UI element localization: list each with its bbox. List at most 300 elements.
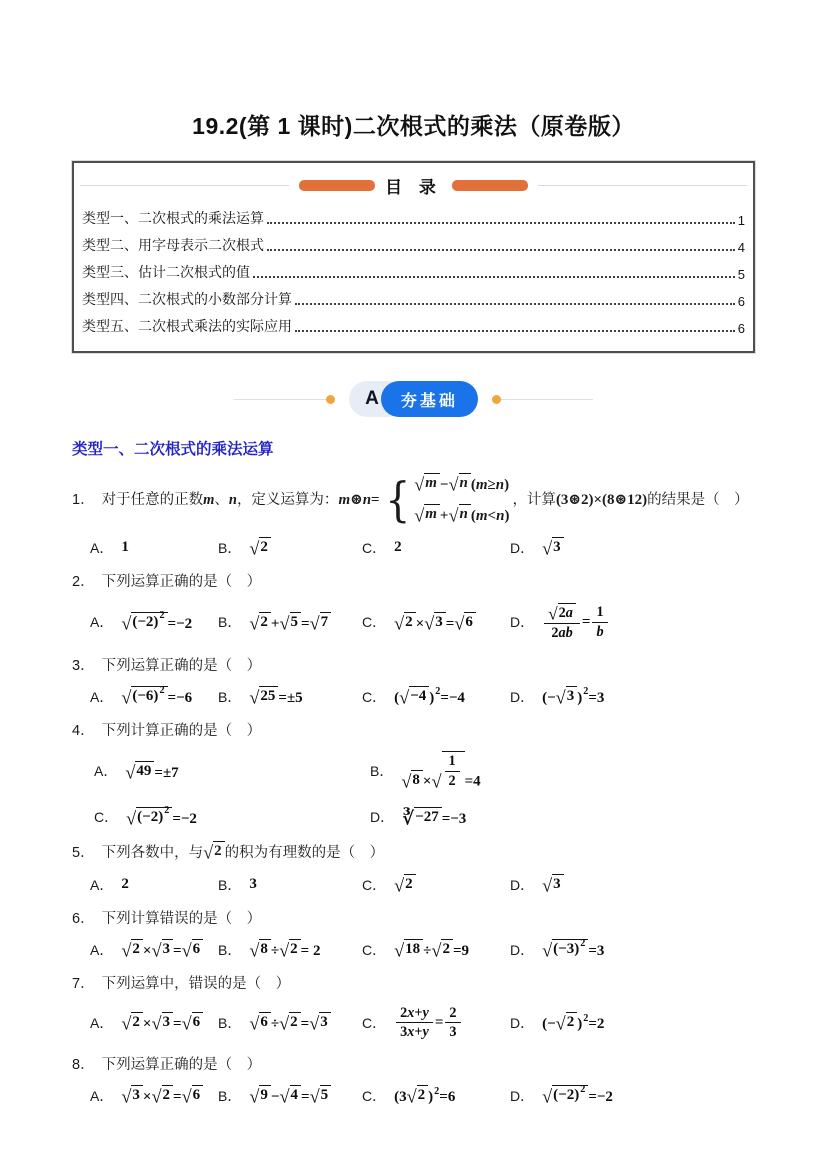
sqrt-expression <box>151 1085 173 1107</box>
sqrt-expression <box>542 537 564 559</box>
radicand <box>459 473 471 492</box>
radical-sign: √ <box>249 613 260 634</box>
math-variable: n <box>362 492 372 509</box>
piecewise-cases <box>383 473 510 528</box>
radicand: 25 <box>259 686 278 705</box>
radicand: 2 <box>566 1012 578 1031</box>
toc-item[interactable] <box>80 204 747 231</box>
radical-sign: √ <box>401 771 412 792</box>
badge-line-left <box>234 399 326 400</box>
options-row <box>72 751 755 827</box>
option-C[interactable] <box>94 807 370 828</box>
sqrt-expression <box>414 473 440 495</box>
sqrt-expression <box>448 473 470 495</box>
cases-rows <box>414 473 509 528</box>
option-C[interactable] <box>362 603 510 642</box>
option-expression: √ 49 =±7 <box>125 762 179 783</box>
questions <box>72 473 755 1106</box>
option-label: C． <box>362 688 387 705</box>
radical-sign: √ <box>126 808 137 829</box>
question-1 <box>72 473 755 558</box>
badge-dot-left <box>326 395 335 404</box>
radicand: 5 <box>290 612 302 631</box>
options-row <box>72 874 755 895</box>
radical-sign: √ <box>121 1086 132 1107</box>
sqrt-expression <box>181 939 204 961</box>
option-label: B． <box>218 876 242 893</box>
toc-item-label: 类型一、二次根式的乘法运算 <box>82 209 264 226</box>
question-number: 2． <box>72 574 95 591</box>
exponent: 2 <box>434 1085 440 1097</box>
radical-sign: √ <box>249 538 260 559</box>
radical-sign: √ <box>309 1086 320 1107</box>
option-expression: (− √ 2 )$^2$=2 <box>542 1012 605 1034</box>
math-variable: m <box>425 506 437 523</box>
option-expression <box>249 537 271 558</box>
option-A[interactable] <box>90 537 218 558</box>
denominator: 2 <box>448 772 456 789</box>
option-C[interactable] <box>362 874 510 895</box>
option-label: D． <box>510 941 535 958</box>
section-heading: 类型一、二次根式的乘法运算 <box>72 441 274 458</box>
option-A[interactable] <box>90 1005 218 1041</box>
option-label: B． <box>218 614 242 631</box>
denominator: 3x+y <box>400 1024 429 1041</box>
badge-line-right <box>501 399 593 400</box>
toc-header-rule-right <box>538 185 747 186</box>
option-D[interactable] <box>510 939 755 960</box>
options-row <box>72 939 755 960</box>
radicand: 3 <box>162 1012 174 1031</box>
radicand: 2 <box>162 1085 174 1104</box>
radical-sign: √ <box>309 613 320 634</box>
radical-sign: √ <box>181 1013 192 1034</box>
options-row <box>72 537 755 558</box>
sqrt-expression <box>542 1083 588 1107</box>
option-D[interactable] <box>510 603 755 642</box>
option-D[interactable] <box>510 1085 755 1106</box>
sqrt-expression <box>309 1085 332 1107</box>
badge-label: 夯基础 <box>381 381 478 417</box>
radicand: 2 <box>259 612 271 631</box>
radical-sign: √ <box>203 842 214 863</box>
radical-sign: √ <box>249 940 260 961</box>
numerator: 2 <box>445 1005 460 1023</box>
toc-list <box>80 204 747 339</box>
radicand: 2 <box>289 939 301 958</box>
option-label: B． <box>218 1014 242 1031</box>
option-label: A． <box>90 876 114 893</box>
radicand: 18 <box>404 939 423 958</box>
radicand: 8 <box>411 770 423 789</box>
option-C[interactable] <box>362 1085 510 1106</box>
radical-sign: √ <box>279 940 290 961</box>
toc-item[interactable] <box>80 312 747 339</box>
radical-sign: √ <box>424 613 435 634</box>
sqrt-expression <box>394 874 416 896</box>
question-number: 4． <box>72 722 95 739</box>
numerator: 2x+y <box>396 1005 433 1023</box>
radical-sign: √ <box>555 687 566 708</box>
math-run: m⊛n= { √ m − √ n (m≥n) √ m + √ n (m<n) <box>338 472 510 527</box>
option-expression: √ $(-3)^2$ =3 <box>542 937 605 961</box>
toc-dotted-leader <box>295 303 735 305</box>
math-run: (3⊛2)×(8⊛12) <box>555 492 648 509</box>
toc-item[interactable] <box>80 258 747 285</box>
toc-header <box>80 173 747 198</box>
question-stem-text: 下列各数中，与 √ 2 的积为有理数的是（ ） <box>101 842 385 863</box>
sqrt-expression <box>126 805 172 829</box>
math-variable: m <box>475 476 488 493</box>
option-label: A． <box>90 688 114 705</box>
question-stem-text: 下列运算中，错误的是（ ） <box>101 976 291 993</box>
exponent: 2 <box>159 684 165 696</box>
question-6 <box>72 908 755 960</box>
sqrt-expression <box>431 751 464 792</box>
sqrt-expression <box>424 612 446 634</box>
math-variable: ab <box>558 625 573 642</box>
denominator <box>592 623 607 640</box>
option-B[interactable] <box>218 603 362 642</box>
option-expression <box>394 874 416 895</box>
option-label: C． <box>362 1087 387 1104</box>
question-number: 6． <box>72 911 95 928</box>
exponent: 2 <box>580 1083 586 1095</box>
option-label: B． <box>218 688 242 705</box>
toc-header-rule-left <box>80 185 289 186</box>
radicand <box>459 504 471 523</box>
math-variable: x <box>407 1024 415 1041</box>
option-label: D． <box>510 614 535 631</box>
question-stem-text: 对于任意的正数m、n，定义运算为：m⊛n= { √ m − √ n (m≥n) √ m + √ n (m<n) ，计算(3⊛2)×(8⊛12)的结果是（ ） <box>101 472 749 527</box>
option-label: C． <box>94 809 119 826</box>
option-expression: √ 18 ÷ √ 2 =9 <box>394 940 470 961</box>
toc-item-label: 类型二、用字母表示二次根式 <box>82 236 264 253</box>
sqrt-expression <box>394 612 416 634</box>
option-B[interactable] <box>218 1005 362 1041</box>
math-variable: y <box>422 1024 429 1041</box>
radicand <box>424 473 440 492</box>
radicand: 3 <box>162 939 174 958</box>
section-badge-row <box>72 381 755 417</box>
option-A[interactable] <box>90 603 218 642</box>
question-7 <box>72 973 755 1040</box>
question-5 <box>72 841 755 895</box>
option-label: D． <box>370 809 395 826</box>
sqrt-expression <box>399 686 429 708</box>
sqrt-expression <box>249 537 271 559</box>
option-B[interactable] <box>218 686 362 707</box>
question-stem-text: 下列运算正确的是（ ） <box>101 1056 262 1073</box>
radicand: −4 <box>409 686 429 705</box>
option-expression: √ 8 × √ $\frac{1}{2}$ =4 <box>401 753 481 792</box>
cbrt-expression <box>402 807 442 829</box>
option-label: A． <box>94 763 118 780</box>
question-number: 3． <box>72 657 95 674</box>
option-B[interactable] <box>218 874 362 895</box>
option-label: C． <box>362 1014 387 1031</box>
toc-dotted-leader <box>253 276 735 278</box>
numerator: 1 <box>592 604 607 622</box>
question-stem <box>72 720 755 742</box>
option-expression: √ $(-2)^2$ =−2 <box>542 1083 613 1107</box>
toc-item-label: 类型三、估计二次根式的值 <box>82 263 250 280</box>
option-B[interactable] <box>218 1085 362 1106</box>
sqrt-expression <box>401 770 423 792</box>
option-expression: √ 2 × √ 3 = √ 6 <box>121 939 203 960</box>
option-expression: 2 <box>394 539 402 556</box>
option-A[interactable] <box>90 939 218 960</box>
option-expression: 1 <box>121 539 129 556</box>
radicand: 6 <box>192 1012 204 1031</box>
option-label: C． <box>362 876 387 893</box>
option-expression: 2 <box>121 876 129 893</box>
question-stem-text: 下列计算正确的是（ ） <box>101 722 262 739</box>
radical-sign: √ <box>394 613 405 634</box>
radicand: 6 <box>259 1012 271 1031</box>
option-label: A． <box>90 614 114 631</box>
toc-dotted-leader <box>295 330 735 332</box>
question-4 <box>72 720 755 828</box>
option-expression: 3 <box>249 876 257 893</box>
option-expression: √ 2 + √ 5 = √ 7 <box>249 612 331 633</box>
math-variable: m <box>203 492 215 509</box>
options-row <box>72 603 755 642</box>
sqrt-expression <box>249 939 271 961</box>
option-expression: (3 √ 2 )$^2$=6 <box>394 1085 456 1107</box>
options-row <box>72 686 755 707</box>
option-label: C． <box>362 941 387 958</box>
radical-sign: √ <box>454 613 465 634</box>
sqrt-expression <box>431 939 453 961</box>
option-B[interactable] <box>218 939 362 960</box>
option-expression: $\frac{2x+y}{3x+y}$ = $\frac{2}{3}$ <box>394 1005 462 1041</box>
radicand: 2 <box>404 874 416 893</box>
fraction <box>592 604 607 640</box>
toc-item-label: 类型五、二次根式乘法的实际应用 <box>82 317 292 334</box>
math-run <box>203 842 225 863</box>
radicand: 3 <box>552 874 564 893</box>
sqrt-expression <box>394 939 423 961</box>
option-label: B． <box>218 941 242 958</box>
radical-sign: √ <box>279 613 290 634</box>
radicand: $(-2)^2$ <box>552 1085 588 1104</box>
radical-sign: √ <box>555 1013 566 1034</box>
radical-sign: √ <box>448 474 459 495</box>
option-D[interactable] <box>510 537 755 558</box>
option-expression: √ 2 × √ 3 = √ 6 <box>121 1012 203 1033</box>
radicand: $(-2)^2$ <box>136 807 172 826</box>
radicand: 7 <box>320 612 332 631</box>
section-badge <box>349 381 478 417</box>
toc-page-number: 5 <box>737 266 745 282</box>
exponent: 2 <box>583 686 589 698</box>
radicand: 2 <box>131 1012 143 1031</box>
radical-sign: √ <box>542 940 553 961</box>
table-of-contents <box>72 161 755 353</box>
exponent: 2 <box>164 805 170 817</box>
toc-item[interactable] <box>80 285 747 312</box>
sqrt-expression <box>249 1012 271 1034</box>
numerator: 1 <box>445 753 460 771</box>
radicand: 5 <box>320 1085 332 1104</box>
exponent: 2 <box>159 610 165 622</box>
toc-item[interactable] <box>80 231 747 258</box>
option-A[interactable] <box>90 874 218 895</box>
toc-page-number: 6 <box>737 293 745 309</box>
radical-sign: √ <box>399 687 410 708</box>
options-row <box>72 1085 755 1106</box>
radical-sign: √ <box>542 1086 553 1107</box>
sqrt-expression <box>279 1085 301 1107</box>
option-label: A． <box>90 1087 114 1104</box>
cases-row: √ m + √ n (m<n) <box>414 505 510 526</box>
option-label: B． <box>218 1087 242 1104</box>
cases-row: √ m − √ n (m≥n) <box>414 474 510 495</box>
radicand <box>442 751 465 789</box>
option-B[interactable] <box>218 537 362 558</box>
radical-sign: √ <box>125 762 136 783</box>
option-expression: √ 25 =±5 <box>249 687 303 708</box>
toc-header-bar-right <box>452 180 528 191</box>
radicand: 6 <box>192 939 204 958</box>
radical-sign: √ <box>151 1086 162 1107</box>
question-8 <box>72 1054 755 1106</box>
radicand: $(-3)^2$ <box>552 939 588 958</box>
sqrt-expression <box>542 874 564 896</box>
question-stem <box>72 571 755 593</box>
option-A[interactable] <box>90 1085 218 1106</box>
radicand: 2 <box>131 939 143 958</box>
option-label: C． <box>362 539 387 556</box>
sqrt-expression <box>249 612 271 634</box>
option-expression <box>542 874 564 895</box>
toc-item-label: 类型四、二次根式的小数部分计算 <box>82 290 292 307</box>
option-label: B． <box>218 539 242 556</box>
option-A[interactable] <box>94 751 370 790</box>
radical-sign: √ <box>448 505 459 526</box>
question-3 <box>72 655 755 707</box>
toc-header-bar-left <box>299 180 375 191</box>
option-C[interactable] <box>362 939 510 960</box>
radicand: 2a <box>558 603 576 621</box>
radical-sign: √ <box>151 940 162 961</box>
sqrt-expression <box>309 612 332 634</box>
option-D[interactable] <box>510 686 755 707</box>
toc-page-number: 4 <box>737 239 745 255</box>
radical-sign: √ <box>121 1013 132 1034</box>
option-B[interactable] <box>370 751 755 790</box>
radicand: $(-6)^2$ <box>131 686 167 705</box>
radicand: 2 <box>404 612 416 631</box>
sqrt-expression <box>279 939 301 961</box>
option-expression: ( √ −4 )$^2$=−4 <box>394 686 465 708</box>
sqrt-expression <box>542 937 588 961</box>
radical-sign: √ <box>414 505 425 526</box>
option-C[interactable] <box>362 686 510 707</box>
math-variable: y <box>422 1004 429 1021</box>
radical-sign: √ <box>394 875 405 896</box>
option-A[interactable] <box>90 686 218 707</box>
sqrt-expression <box>309 1012 331 1034</box>
question-number: 7． <box>72 976 95 993</box>
radical-sign: √ <box>249 687 260 708</box>
option-C[interactable] <box>362 537 510 558</box>
fraction <box>445 753 460 789</box>
toc-page-number: 6 <box>737 320 745 336</box>
question-2 <box>72 571 755 641</box>
option-D[interactable] <box>370 807 755 828</box>
sqrt-expression <box>448 504 470 526</box>
exponent: 2 <box>435 686 441 698</box>
math-variable: a <box>565 604 573 621</box>
question-stem <box>72 908 755 930</box>
radical-sign: √ <box>548 604 558 624</box>
radicand: 3 <box>434 612 446 631</box>
radical-sign: √ <box>542 875 553 896</box>
sqrt-expression <box>249 1085 271 1107</box>
radicand: 8 <box>259 939 271 958</box>
radical-sign: √ <box>542 538 553 559</box>
option-D[interactable] <box>510 1005 755 1041</box>
radical-sign: √ <box>121 613 132 634</box>
question-stem <box>72 655 755 677</box>
sqrt-expression <box>454 612 476 634</box>
option-expression: (− √ 3 )$^2$=3 <box>542 686 605 708</box>
cases-brace: { <box>384 472 410 527</box>
radicand: 49 <box>135 761 154 780</box>
sqrt-expression <box>279 1012 301 1034</box>
option-label: A． <box>90 1014 114 1031</box>
option-expression <box>542 537 564 558</box>
radical-sign: √ <box>279 1086 290 1107</box>
math-variable: b <box>596 623 604 640</box>
badge-dot-right <box>492 395 501 404</box>
badge-letter: A <box>349 381 405 417</box>
denominator: 2ab <box>551 625 573 642</box>
question-stem-text: 下列运算正确的是（ ） <box>101 574 262 591</box>
toc-page-number: 1 <box>737 212 745 228</box>
radical-sign: √ <box>181 940 192 961</box>
toc-dotted-leader <box>267 249 735 251</box>
radicand: 6 <box>464 612 476 631</box>
radicand <box>424 504 440 523</box>
sqrt-expression <box>406 1085 429 1107</box>
math-variable: n <box>228 492 237 509</box>
sqrt-expression <box>121 1085 143 1107</box>
math-variable: m <box>475 508 488 525</box>
question-stem-text: 下列运算正确的是（ ） <box>101 657 262 674</box>
radicand: 2 <box>417 1085 429 1104</box>
math-variable: n <box>495 476 505 493</box>
option-expression: √ $(-2)^2$ =−2 <box>126 805 197 829</box>
sqrt-expression <box>555 1012 578 1034</box>
question-number: 1． <box>72 492 95 509</box>
question-stem <box>72 973 755 995</box>
radicand: 3 <box>566 686 578 705</box>
math-variable: n <box>459 475 468 491</box>
question-stem-text: 下列计算错误的是（ ） <box>101 911 262 928</box>
option-C[interactable] <box>362 1005 510 1041</box>
option-expression: √ $(-2)^2$ =−2 <box>121 610 193 634</box>
option-expression: √ 3 × √ 2 = √ 6 <box>121 1085 203 1106</box>
sqrt-expression <box>414 504 440 526</box>
option-D[interactable] <box>510 874 755 895</box>
sqrt-expression <box>203 841 225 863</box>
sqrt-expression <box>151 939 173 961</box>
option-label: A． <box>90 941 114 958</box>
radicand: −27 <box>414 807 442 826</box>
